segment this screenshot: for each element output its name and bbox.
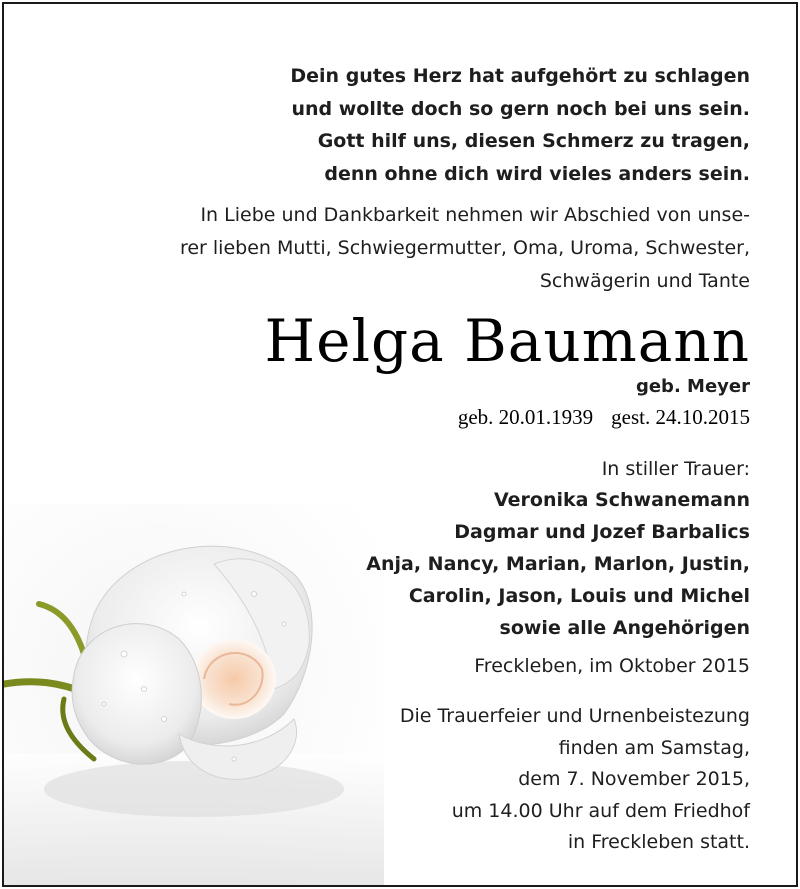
- ceremony-info: [400, 701, 750, 859]
- intro-line: Schwägerin und Tante: [539, 270, 750, 292]
- mourner-line: sowie alle Angehörigen: [499, 617, 750, 639]
- ceremony-line: dem 7. November 2015,: [518, 768, 750, 790]
- mourner-line: Carolin, Jason, Louis und Michel: [408, 585, 750, 607]
- life-dates: [458, 402, 750, 432]
- ceremony-line: Die Trauerfeier und Urnenbeistezung: [399, 705, 750, 727]
- white-rose-image: [4, 504, 384, 885]
- mourners-heading: In stiller Trauer:: [601, 458, 750, 480]
- mourner-line: Dagmar und Jozef Barbalics: [454, 521, 750, 543]
- poem-line: Gott hilf uns, diesen Schmerz zu tragen,: [317, 130, 750, 152]
- intro-line: rer lieben Mutti, Schwiegermutter, Oma, Uroma, Schwester,: [179, 237, 750, 259]
- poem-verse: [290, 60, 750, 190]
- mourners-list: [366, 484, 750, 644]
- obituary-card: [2, 2, 798, 887]
- poem-line: denn ohne dich wird vieles anders sein.: [324, 162, 750, 185]
- farewell-intro: [180, 199, 750, 298]
- deceased-name: Helga Baumann: [264, 307, 750, 375]
- mourner-line: Veronika Schwanemann: [493, 489, 750, 511]
- ceremony-line: finden am Samstag,: [558, 736, 750, 759]
- ceremony-line: um 14.00 Uhr auf dem Friedhof: [451, 799, 750, 822]
- mourner-line: Anja, Nancy, Marian, Marlon, Justin,: [366, 553, 750, 575]
- ceremony-line: in Freckleben statt.: [567, 831, 750, 853]
- maiden-name: geb. Meyer: [635, 376, 750, 397]
- poem-line: Dein gutes Herz hat aufgehört zu schlagen: [290, 65, 750, 87]
- intro-line: In Liebe und Dankbarkeit nehmen wir Abschied von unse-: [200, 204, 750, 226]
- death-date: gest. 24.10.2015: [611, 405, 750, 429]
- poem-line: und wollte doch so gern noch bei uns sein.: [291, 97, 750, 120]
- place-and-date: Freckleben, im Oktober 2015: [474, 655, 750, 677]
- birth-date: geb. 20.01.1939: [457, 405, 594, 429]
